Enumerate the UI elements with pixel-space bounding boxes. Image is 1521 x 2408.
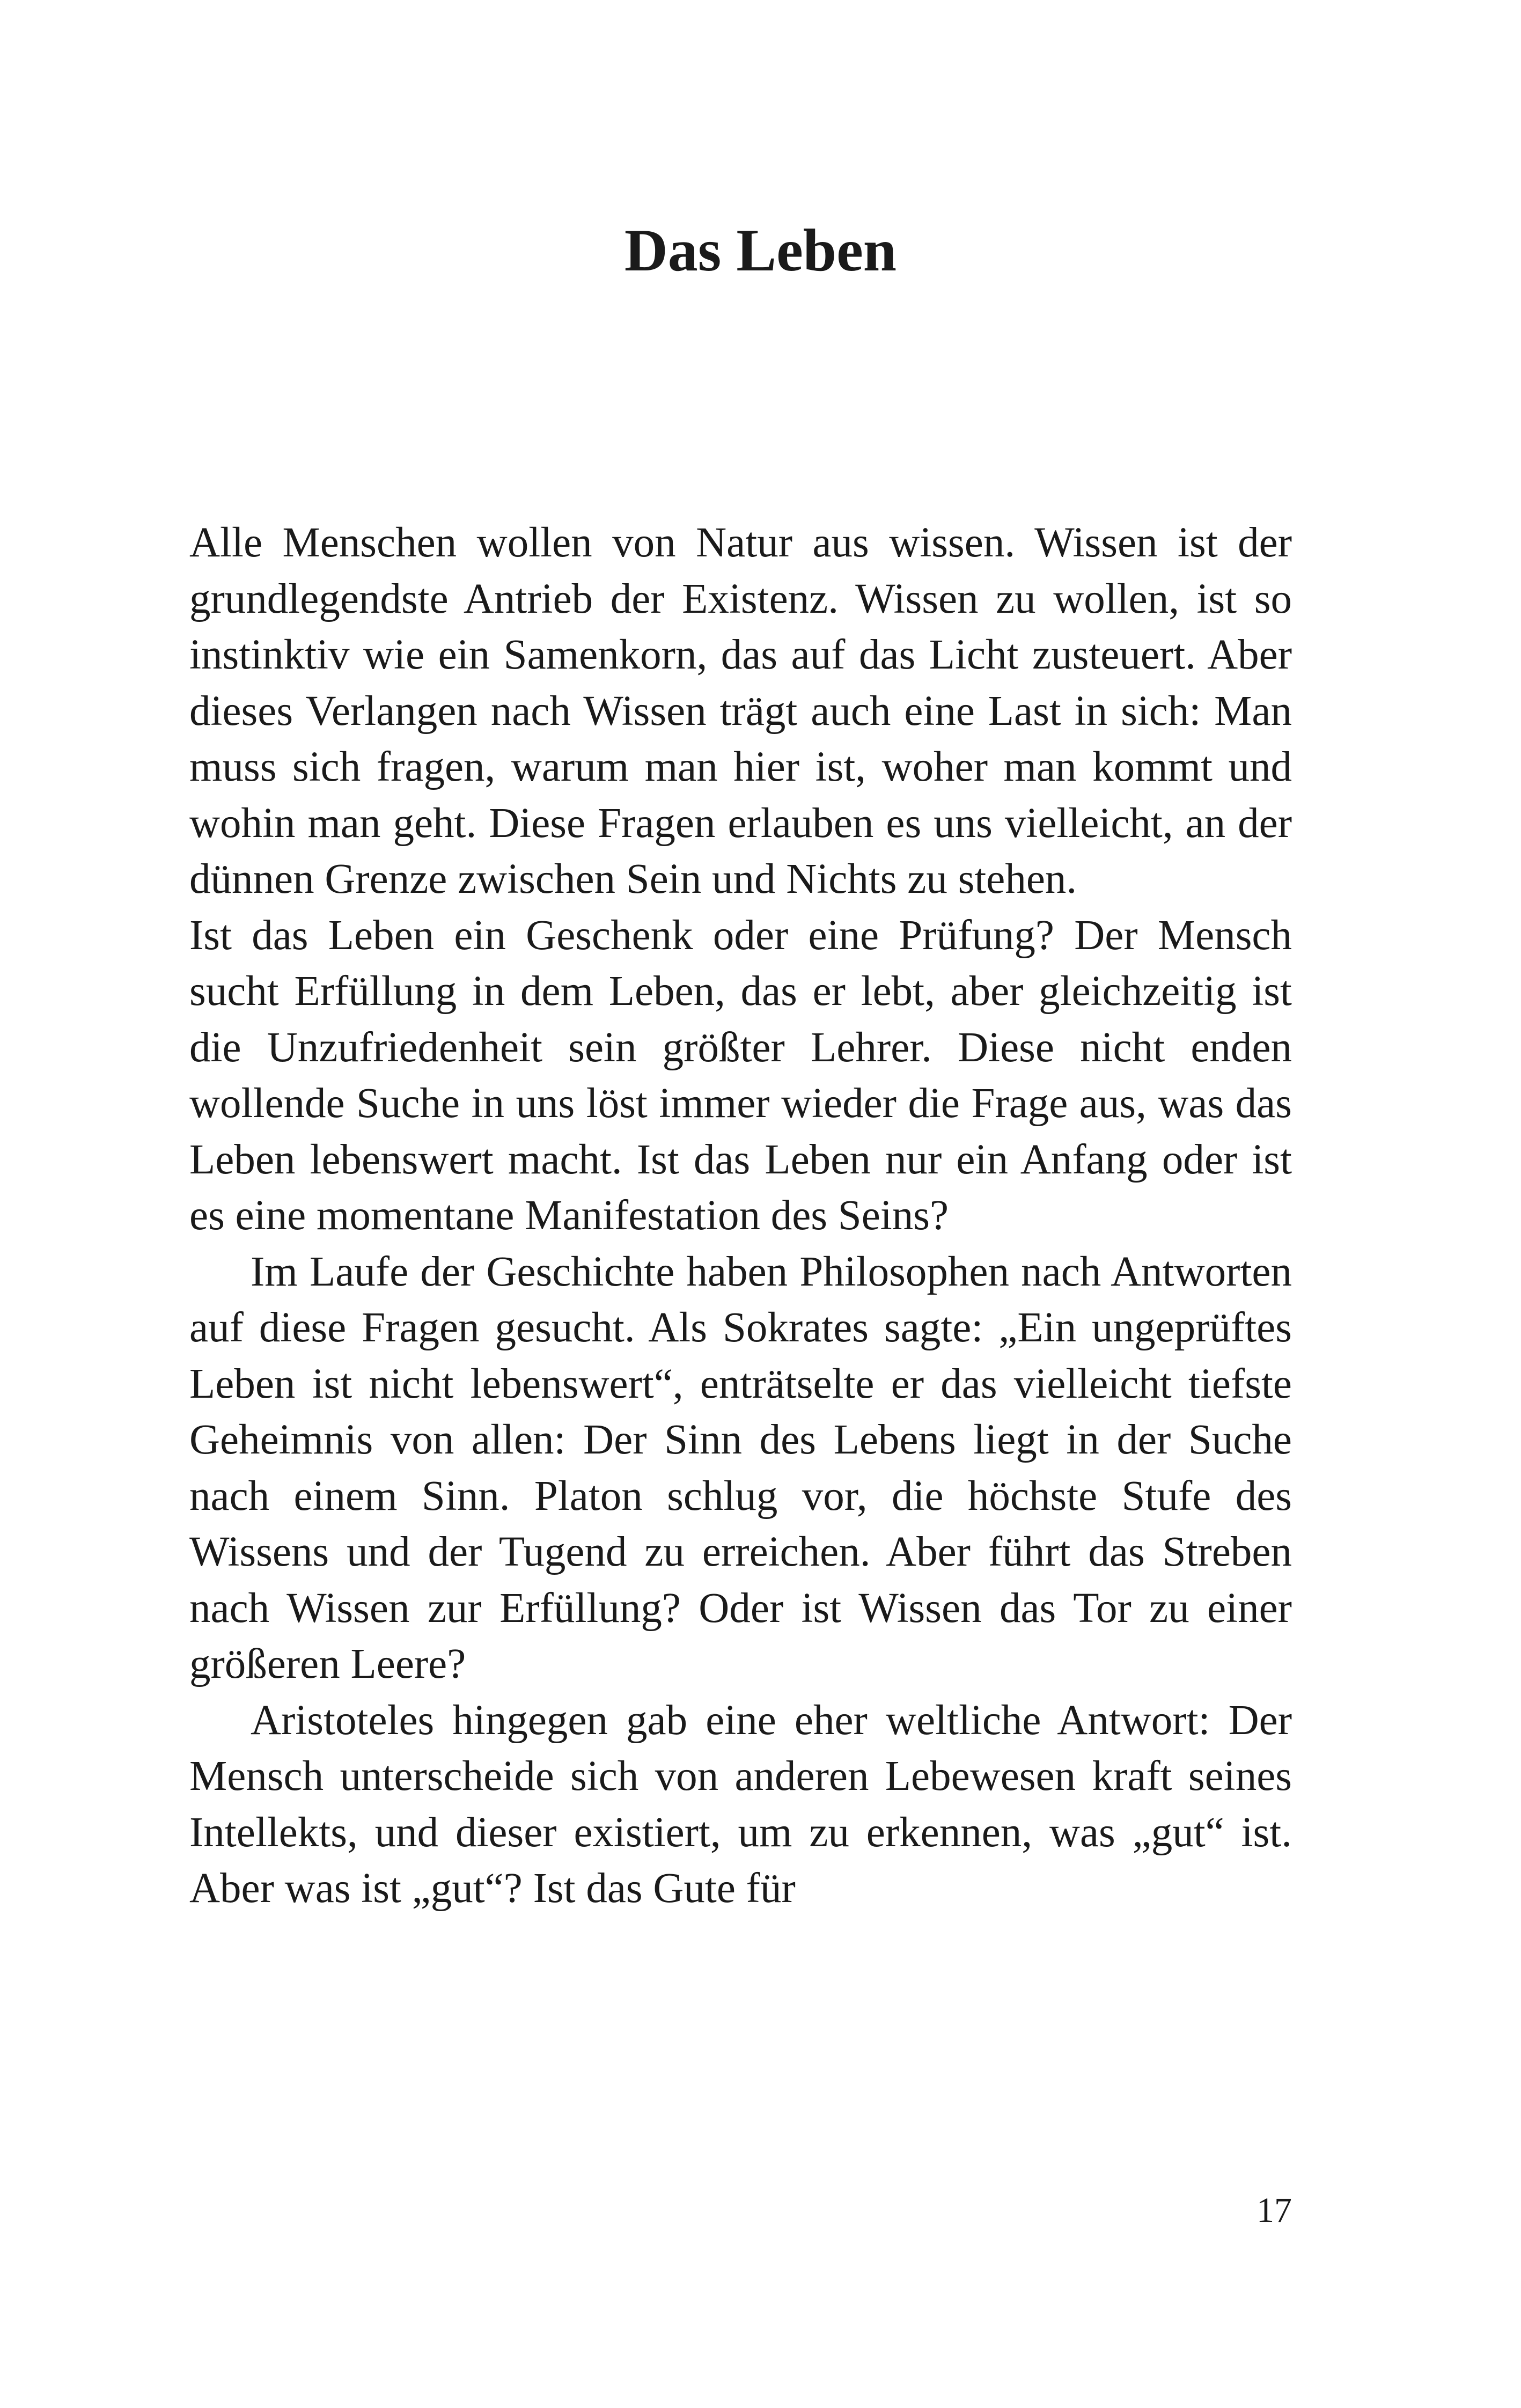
paragraph-4: Aristoteles hingegen gab eine eher weltliche Antwort: Der Mensch unterscheide sich von anderen Lebewesen kraft seines Intellekts, und dieser existiert, um zu erkennen, was „gut“ ist. Aber was ist „gut“? Ist das Gute für <box>189 1697 1292 1912</box>
paragraph-3: Im Laufe der Geschichte haben Philosophen nach Antworten auf diese Fragen gesucht. Als Sokrates sagte: „Ein ungeprüftes Leben ist nicht lebenswert“, enträtselte er das vielleicht tiefste Geheimnis von allen: Der Sinn des Lebens liegt in der Suche nach einem Sinn. Platon schlug vor, die höchste Stufe des Wissens und der Tugend zu erreichen. Aber führt das Streben nach Wissen zur Erfüllung? Oder ist Wissen das Tor zu einer größeren Leere? <box>189 1248 1292 1687</box>
page-number: 17 <box>1257 2191 1292 2230</box>
paragraph-2: Ist das Leben ein Geschenk oder eine Prüfung? Der Mensch sucht Erfüllung in dem Leben, das er lebt, aber gleichzeitig ist die Unzufriedenheit sein größter Lehrer. Diese nicht enden wollende Suche in uns löst immer wieder die Frage aus, was das Leben lebenswert macht. Ist das Leben nur ein Anfang oder ist es eine momentane Manifestation des Seins? <box>189 912 1292 1239</box>
paragraph-1: Alle Menschen wollen von Natur aus wissen. Wissen ist der grundlegendste Antrieb der Existenz. Wissen zu wollen, ist so instinktiv wie ein Samenkorn, das auf das Licht zusteuert. Aber dieses Verlangen nach Wissen trägt auch eine Last in sich: Man muss sich fragen, warum man hier ist, woher man kommt und wohin man geht. Diese Fragen erlauben es uns vielleicht, an der dünnen Grenze zwischen Sein und Nichts zu stehen. <box>189 519 1292 902</box>
body-text <box>189 515 1292 1917</box>
chapter-title: Das Leben <box>624 217 897 284</box>
